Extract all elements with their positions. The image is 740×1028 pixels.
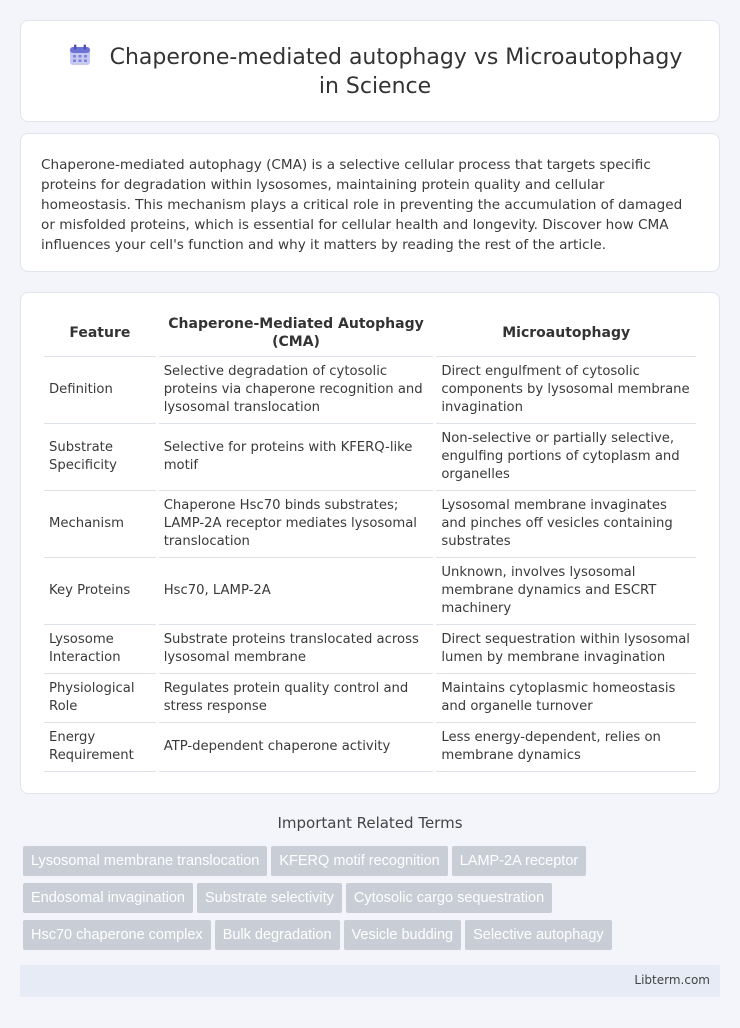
related-term-tag[interactable]: Lysosomal membrane translocation [23,846,267,876]
feature-cell: Lysosome Interaction [44,625,156,674]
header-cma: Chaperone-Mediated Autophagy (CMA) [159,309,434,357]
cma-cell: Substrate proteins translocated across lysosomal membrane [159,625,434,674]
comparison-card [20,292,720,794]
feature-cell: Energy Requirement [44,723,156,772]
page-title-text: Chaperone-mediated autophagy vs Microautophagy in Science [109,45,683,99]
cma-cell: Hsc70, LAMP-2A [159,558,434,625]
intro-card [20,133,720,272]
related-term-tag[interactable]: Selective autophagy [465,920,612,950]
feature-cell: Physiological Role [44,674,156,723]
related-term-tag[interactable]: Substrate selectivity [197,883,342,913]
footer [20,965,720,997]
related-term-tag[interactable]: Cytosolic cargo sequestration [346,883,552,913]
feature-cell: Substrate Specificity [44,424,156,491]
cma-cell: Chaperone Hsc70 binds substrates; LAMP-2A receptor mediates lysosomal translocation [159,491,434,558]
micro-cell: Less energy-dependent, relies on membrane dynamics [436,723,696,772]
cma-cell: Regulates protein quality control and stress response [159,674,434,723]
table-row [44,491,696,558]
tag-row [23,883,713,920]
footer-site-link[interactable]: Libterm.com [634,973,710,987]
related-terms-list [23,846,713,957]
micro-cell: Direct sequestration within lysosomal lumen by membrane invagination [436,625,696,674]
calendar-icon [68,43,92,67]
cma-cell: Selective degradation of cytosolic proteins via chaperone recognition and lysosomal translocation [159,357,434,424]
micro-cell: Direct engulfment of cytosolic components by lysosomal membrane invagination [436,357,696,424]
tag-row [23,846,713,883]
header-microautophagy: Microautophagy [436,309,696,357]
table-header-row [44,309,696,357]
intro-paragraph: Chaperone-mediated autophagy (CMA) is a selective cellular process that targets specific proteins for degradation within lysosomes, maintaining protein quality and cellular homeostasis. This mechanism plays a critical role in preventing the accumulation of damaged or misfolded proteins, which is essential for cellular health and longevity. Discover how CMA influences your cell's function and why it matters by reading the rest of the article. [41,157,683,253]
header-feature: Feature [44,309,156,357]
micro-cell: Non-selective or partially selective, engulfing portions of cytoplasm and organelles [436,424,696,491]
comparison-table [41,309,699,772]
feature-cell: Key Proteins [44,558,156,625]
cma-cell: ATP-dependent chaperone activity [159,723,434,772]
micro-cell: Unknown, involves lysosomal membrane dynamics and ESCRT machinery [436,558,696,625]
table-row [44,723,696,772]
related-term-tag[interactable]: LAMP-2A receptor [452,846,586,876]
table-row [44,357,696,424]
related-term-tag[interactable]: Vesicle budding [344,920,462,950]
related-term-tag[interactable]: Endosomal invagination [23,883,193,913]
table-row [44,424,696,491]
feature-cell: Definition [44,357,156,424]
title-card [20,20,720,122]
feature-cell: Mechanism [44,491,156,558]
related-term-tag[interactable]: Bulk degradation [215,920,340,950]
related-term-tag[interactable]: Hsc70 chaperone complex [23,920,211,950]
related-term-tag[interactable]: KFERQ motif recognition [271,846,447,876]
table-row [44,558,696,625]
page-title [61,43,689,101]
micro-cell: Lysosomal membrane invaginates and pinches off vesicles containing substrates [436,491,696,558]
cma-cell: Selective for proteins with KFERQ-like motif [159,424,434,491]
table-row [44,625,696,674]
micro-cell: Maintains cytoplasmic homeostasis and organelle turnover [436,674,696,723]
related-terms-heading: Important Related Terms [277,814,463,832]
tag-row [23,920,713,957]
table-row [44,674,696,723]
